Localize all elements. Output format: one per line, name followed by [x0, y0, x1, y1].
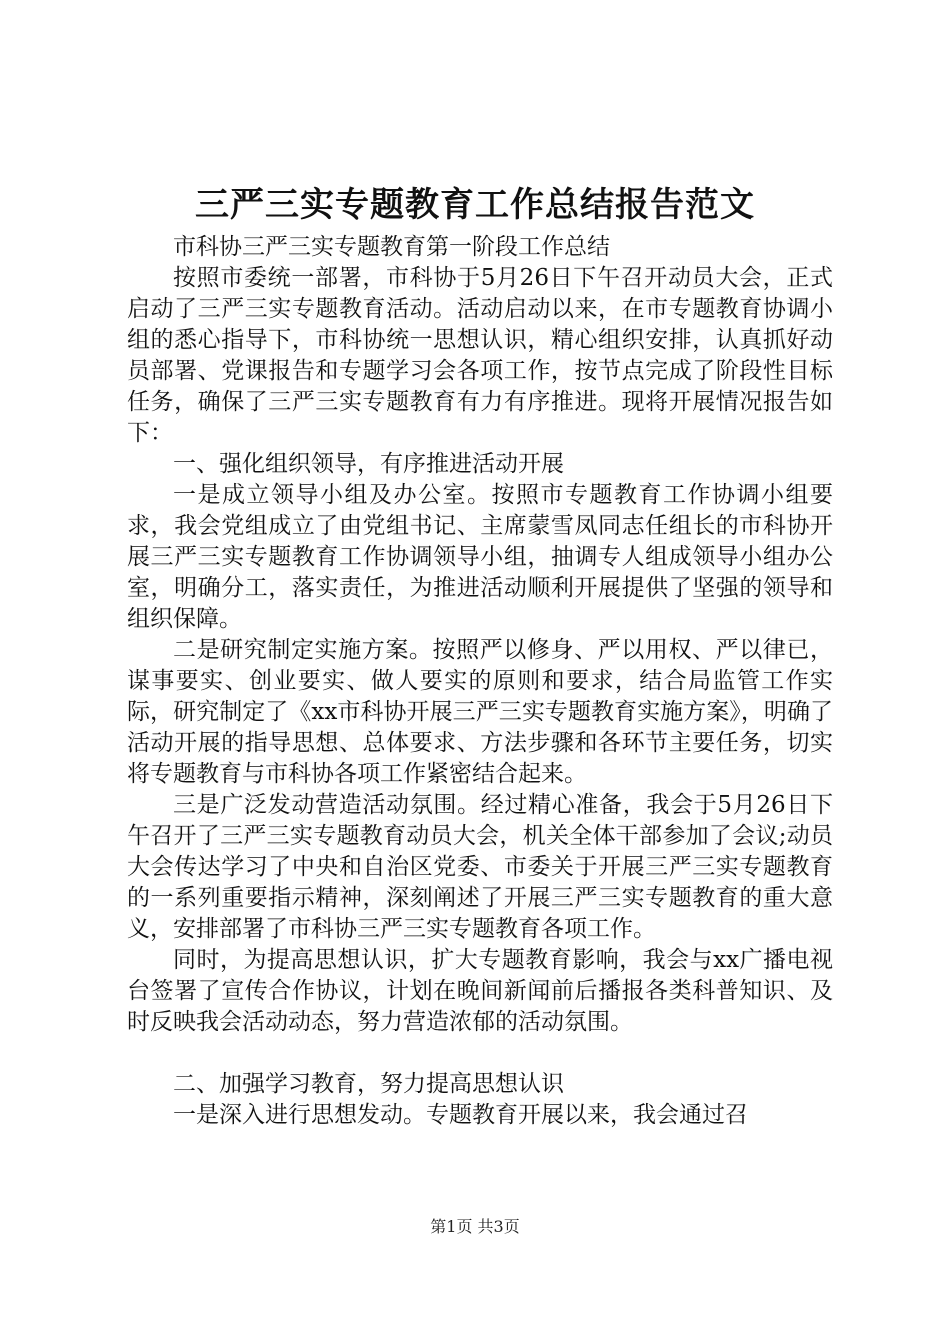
document-body: [127, 232, 833, 1131]
page-footer: 第1页 共3页: [430, 1217, 520, 1236]
subtitle-paragraph: 市科协三严三实专题教育第一阶段工作总结: [173, 234, 610, 260]
document-title: 三严三实专题教育工作总结报告范文: [195, 185, 755, 225]
section-heading-2: 二、加强学习教育，努力提高思想认识: [173, 1071, 564, 1097]
paragraph-publicity: 同时，为提高思想认识，扩大专题教育影响，我会与xx广播电视台签署了宣传合作协议，计划在晚间新闻前后播报各类科普知识、及时反映我会活动动态，努力营造浓郁的活动氛围。: [127, 947, 833, 1035]
paragraph-mobilization: 三是广泛发动营造活动氛围。经过精心准备，我会于5月26日下午召开了三严三实专题教育动员大会，机关全体干部参加了会议;动员大会传达学习了中央和自治区党委、市委关于开展三严三实专题教育的一系列重要指示精神，深刻阐述了开展三严三实专题教育的重大意义，安排部署了市科协三严三实专题教育各项工作。: [127, 792, 833, 942]
intro-paragraph: 按照市委统一部署，市科协于5月26日下午召开动员大会，正式启动了三严三实专题教育活动。活动启动以来，在市专题教育协调小组的悉心指导下，市科协统一思想认识，精心组织安排，认真抓好动员部署、党课报告和专题学习会各项工作，按节点完成了阶段性目标任务，确保了三严三实专题教育有力有序推进。现将开展情况报告如下：: [127, 265, 833, 446]
paragraph-implementation-plan: 二是研究制定实施方案。按照严以修身、严以用权、严以律已，谋事要实、创业要实、做人要实的原则和要求，结合局监管工作实际，研究制定了《xx市科协开展三严三实专题教育实施方案》，明确了活动开展的指导思想、总体要求、方法步骤和各环节主要任务，切实将专题教育与市科协各项工作紧密结合起来。: [127, 637, 833, 787]
paragraph-ideological-mobilization: 一是深入进行思想发动。专题教育开展以来，我会通过召: [173, 1102, 748, 1128]
section-heading-1: 一、强化组织领导，有序推进活动开展: [173, 451, 564, 477]
paragraph-leading-group: 一是成立领导小组及办公室。按照市专题教育工作协调小组要求，我会党组成立了由党组书记、主席蒙雪凤同志任组长的市科协开展三严三实专题教育工作协调领导小组，抽调专人组成领导小组办公室，明确分工，落实责任，为推进活动顺利开展提供了坚强的领导和组织保障。: [127, 482, 833, 632]
